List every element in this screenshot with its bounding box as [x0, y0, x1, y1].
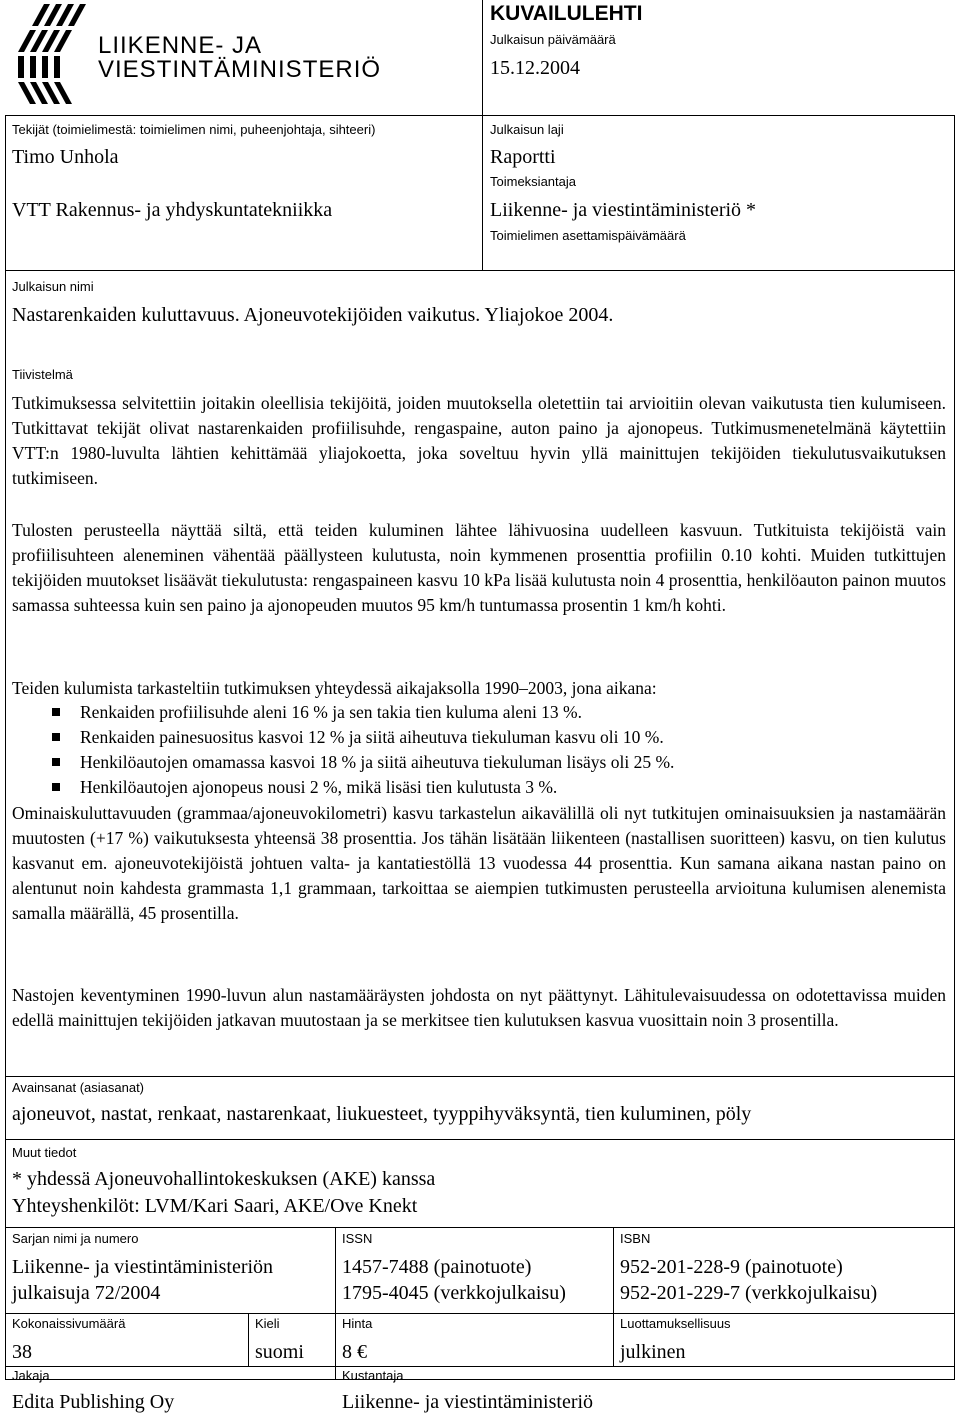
- abstract-paragraph-3: Teiden kulumista tarkasteltiin tutkimuksen yhteydessä aikajaksolla 1990–2003, jona aikana:: [12, 678, 657, 698]
- price-label: Hinta: [342, 1316, 373, 1331]
- divider: [5, 115, 955, 116]
- isbn-label: ISBN: [620, 1231, 651, 1246]
- confidentiality: julkinen: [620, 1341, 686, 1363]
- logo-line-2: VIESTINTÄMINISTERIÖ: [98, 56, 382, 83]
- page-count-label: Kokonaissivumäärä: [12, 1316, 126, 1331]
- bullet-square-icon: [52, 708, 60, 716]
- divider: [5, 1379, 955, 1380]
- issn-label: ISSN: [342, 1231, 373, 1246]
- divider: [5, 1366, 955, 1367]
- publication-type: Raportti: [490, 146, 556, 168]
- abstract-bullet-list: [12, 700, 946, 800]
- logo-line-1: LIIKENNE- JA: [98, 32, 263, 59]
- list-item: Renkaiden painesuositus kasvoi 12 % ja siitä aiheutuva tiekuluman kasvu oli 10 %.: [12, 725, 946, 750]
- body-set-date-label: Toimielimen asettamispäivämäärä: [490, 228, 686, 243]
- list-item: Renkaiden profiilisuhde aleni 16 % ja sen takia tien kuluma aleni 13 %.: [12, 700, 946, 725]
- language-label: Kieli: [255, 1316, 280, 1331]
- publisher-label: Kustantaja: [342, 1368, 404, 1383]
- abstract-paragraph-5: Nastojen keventyminen 1990-luvun alun nastamääräysten johdosta on nyt päättynyt. Lähitulevaisuudessa on odotettavissa muiden edellä mainittujen tekijöiden jatkavan muutostaan ja se merkitsee tien kulutuksen kasvua vuosittain noin 3 prosentilla.: [12, 985, 946, 1030]
- page-count: 38: [12, 1341, 32, 1363]
- other-info-line-1: * yhdessä Ajoneuvohallintokeskuksen (AKE) kanssa: [12, 1168, 436, 1190]
- issn-line-1: 1457-7488 (painotuote): [342, 1256, 532, 1278]
- ministry-emblem-icon: [8, 2, 90, 114]
- bullet-square-icon: [52, 758, 60, 766]
- abstract-paragraph-4: Ominaiskuluttavuuden (grammaa/ajoneuvokilometri) kasvu tarkastelun aikavälillä oli nyt tutkitujen ominaisuuksien ja nastamäärän muutosten (+17 %) vaikutuksesta yhteensä 38 prosenttia. Jos tähän lisätään liikenteen (nastallisen suoritteen) kasvu, on tien kulutus kasvanut em. ajoneuvotekijöistä johtuen valta- ja kantatiestöllä 13 vuodessa 44 prosenttia. Kun samana aikana nastan paino on alentunut noin kahdesta grammasta 1,1 grammaan, tarkoittaa se aiempien tutkimusten perusteella arvioituna kulumisen alenemista samalla määrällä, 45 prosentilla.: [12, 803, 946, 923]
- divider: [482, 0, 483, 270]
- author-organisation: VTT Rakennus- ja yhdyskuntatekniikka: [12, 199, 333, 221]
- isbn-line-2: 952-201-229-7 (verkkojulkaisu): [620, 1282, 878, 1304]
- isbn-line-1: 952-201-228-9 (painotuote): [620, 1256, 843, 1278]
- author-name: Timo Unhola: [12, 146, 119, 168]
- divider: [5, 270, 955, 271]
- divider: [613, 1227, 614, 1366]
- abstract-paragraph-2: Tulosten perusteella näyttää siltä, että teiden kuluminen lähtee lähivuosina uudelleen kasvuun. Tutkituista tekijöistä vain profiilisuhteen aleneminen vähentää päällysteen kulutusta, noin kymmenen prosenttia profiilin 0.10 kohti. Muiden tutkittujen tekijöiden muutokset lisäävät tiekulutusta: rengaspaineen kasvu 10 kPa lisää kulutusta noin 4 prosenttia, henkilöauton painon muutos samassa suhteessa kuin sen paino ja ajonopeuden muutos 95 km/h tuntumassa prosentin 1 km/h kohti.: [12, 520, 946, 615]
- publication-type-label: Julkaisun laji: [490, 122, 564, 137]
- series-line-2: julkaisuja 72/2004: [12, 1282, 161, 1304]
- divider: [954, 115, 955, 1380]
- other-info-line-2: Yhteyshenkilöt: LVM/Kari Saari, AKE/Ove Knekt: [12, 1195, 418, 1217]
- list-item: Henkilöautojen omamassa kasvoi 18 % ja siitä aiheutuva tiekuluman lisäys oli 25 %.: [12, 750, 946, 775]
- other-info-label: Muut tiedot: [12, 1145, 77, 1160]
- issn-line-2: 1795-4045 (verkkojulkaisu): [342, 1282, 566, 1304]
- divider: [248, 1313, 249, 1366]
- distributor: Edita Publishing Oy: [12, 1391, 175, 1413]
- divider: [5, 1139, 955, 1140]
- publication-title-label: Julkaisun nimi: [12, 279, 94, 294]
- authors-label: Tekijät (toimielimestä: toimielimen nimi, puheenjohtaja, sihteeri): [12, 122, 376, 137]
- bullet-square-icon: [52, 783, 60, 791]
- distributor-label: Jakaja: [12, 1368, 50, 1383]
- divider: [5, 1076, 955, 1077]
- series-label: Sarjan nimi ja numero: [12, 1231, 139, 1246]
- publication-date: 15.12.2004: [490, 57, 580, 79]
- publisher: Liikenne- ja viestintäministeriö: [342, 1391, 594, 1413]
- divider: [335, 1227, 336, 1379]
- divider: [5, 1227, 955, 1228]
- series-line-1: Liikenne- ja viestintäministeriön: [12, 1256, 274, 1278]
- confidentiality-label: Luottamuksellisuus: [620, 1316, 731, 1331]
- publication-title: Nastarenkaiden kuluttavuus. Ajoneuvotekijöiden vaikutus. Yliajokoe 2004.: [12, 304, 614, 326]
- commissioner-label: Toimeksiantaja: [490, 174, 576, 189]
- price: 8 €: [342, 1341, 367, 1363]
- keywords-label: Avainsanat (asiasanat): [12, 1080, 145, 1095]
- language: suomi: [255, 1341, 304, 1363]
- document-type-heading: KUVAILULEHTI: [490, 2, 643, 25]
- keywords: ajoneuvot, nastat, renkaat, nastarenkaat, liukuesteet, tyyppihyväksyntä, tien kuluminen, pöly: [12, 1103, 752, 1125]
- bullet-square-icon: [52, 733, 60, 741]
- divider: [5, 115, 6, 1380]
- list-item: Henkilöautojen ajonopeus nousi 2 %, mikä lisäsi tien kulutusta 3 %.: [12, 775, 946, 800]
- abstract-paragraph-1: Tutkimuksessa selvitettiin joitakin oleellisia tekijöitä, joiden muutoksella oletettiin tai arvioitiin olevan vaikutusta tien kulumiseen. Tutkittavat tekijät olivat nastarenkaiden profiilisuhde, rengaspaine, auton paino ja ajonopeus. Tutkimusmenetelmänä käytettiin VTT:n 1980-luvulta lähtien kehittämää yliajokoetta, joka soveltuu hyvin yllä mainittujen tekijöiden tiekulutusvaikutuksen tutkimiseen.: [12, 393, 946, 488]
- abstract-label: Tiivistelmä: [12, 367, 73, 382]
- commissioner: Liikenne- ja viestintäministeriö *: [490, 199, 757, 221]
- divider: [5, 1313, 955, 1314]
- publication-date-label: Julkaisun päivämäärä: [490, 32, 616, 47]
